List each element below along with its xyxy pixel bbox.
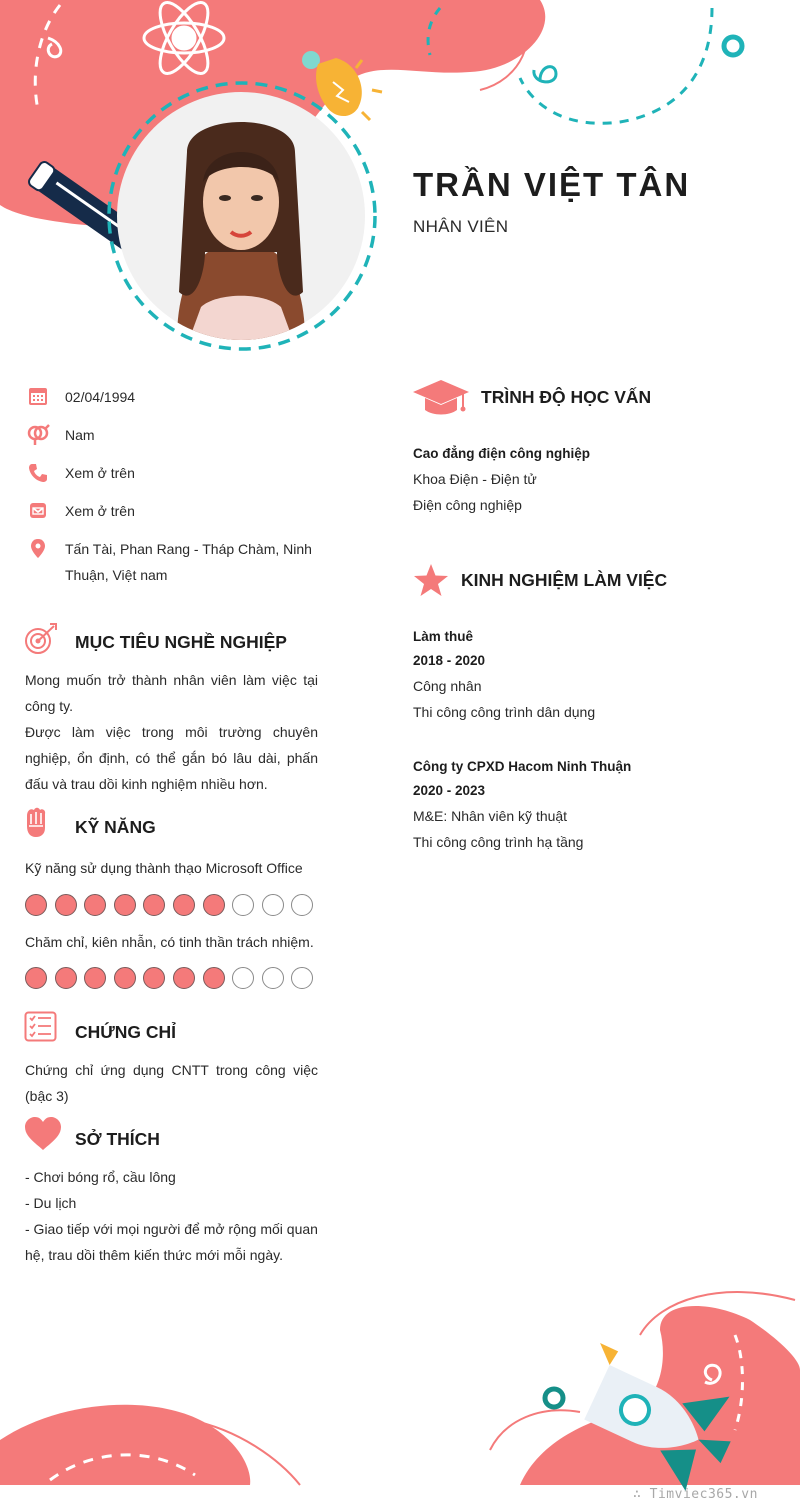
rating-dot-filled [114, 894, 136, 916]
contact-gender [26, 422, 326, 448]
hobby-item: - Du lịch [25, 1195, 77, 1211]
job-position: Công nhân [413, 678, 482, 694]
job-description: Thi công công trình dân dụng [413, 704, 596, 720]
objective-line: Được làm việc trong môi trường chuyên nghiệp, ổn định, có thể gắn bó lâu dài, phấn đấu và trau dồi kinh nghiệm nhiều hơn. [25, 724, 318, 792]
job-period: 2020 - 2023 [413, 783, 486, 798]
rating-dot-empty [262, 894, 284, 916]
rating-dot-filled [114, 967, 136, 989]
birthdate-text: 02/04/1994 [65, 389, 136, 405]
rating-dot-filled [25, 967, 47, 989]
experience-heading: KINH NGHIỆM LÀM VIỆC [461, 570, 668, 590]
contact-email [26, 498, 326, 524]
job-company: Làm thuê [413, 629, 474, 644]
education-heading: TRÌNH ĐỘ HỌC VẤN [481, 387, 652, 407]
location-pin-icon [26, 538, 50, 560]
objective-line: Mong muốn trở thành nhân viên làm việc tại công ty. [25, 672, 318, 714]
certificate-text: Chứng chỉ ứng dụng CNTT trong công việc (bậc 3) [25, 1062, 318, 1104]
education-school: Cao đẳng điện công nghiệp [413, 446, 590, 461]
objective-heading: MỤC TIÊU NGHỀ NGHIỆP [75, 632, 287, 652]
gender-icon [26, 424, 50, 446]
calendar-icon [26, 386, 50, 408]
education-major: Điện công nghiệp [413, 497, 522, 513]
fist-icon [24, 806, 48, 840]
education-faculty: Khoa Điện - Điện tử [413, 471, 537, 487]
skill-rating [25, 967, 313, 989]
job-description: Thi công công trình hạ tầng [413, 834, 584, 850]
profile-photo [117, 92, 365, 340]
hobbies-text [25, 1164, 318, 1268]
address-text: Tấn Tài, Phan Rang - Tháp Chàm, Ninh Thuận, Việt nam [65, 541, 312, 583]
rating-dot-empty [232, 894, 254, 916]
rating-dot-filled [84, 894, 106, 916]
contact-birthdate [26, 384, 326, 410]
phone-text: Xem ở trên [65, 465, 135, 481]
job-title: NHÂN VIÊN [413, 217, 509, 236]
hobby-item: - Giao tiếp với mọi người để mở rộng mối quan hệ, trau dồi thêm kiến thức mới mỗi ngày. [25, 1221, 318, 1263]
star-icon [413, 563, 449, 597]
graduation-cap-icon [413, 378, 469, 416]
hobby-item: - Chơi bóng rổ, cầu lông [25, 1169, 176, 1185]
skill-label: Kỹ năng sử dụng thành thạo Microsoft Office [25, 860, 303, 876]
rating-dot-filled [143, 894, 165, 916]
contact-address [26, 536, 326, 588]
email-icon [26, 500, 50, 522]
rating-dot-filled [173, 967, 195, 989]
contact-phone [26, 460, 326, 486]
rating-dot-filled [173, 894, 195, 916]
heart-icon [24, 1117, 62, 1151]
rating-dot-filled [55, 894, 77, 916]
rating-dot-empty [232, 967, 254, 989]
candidate-name: TRẦN VIỆT TÂN [413, 166, 691, 203]
rating-dot-filled [203, 894, 225, 916]
objective-text [25, 667, 318, 797]
target-icon [24, 622, 58, 656]
watermark: ∴ Timviec365.vn [633, 1487, 758, 1502]
job-position: M&E: Nhân viên kỹ thuật [413, 808, 568, 824]
rating-dot-empty [291, 967, 313, 989]
rating-dot-filled [143, 967, 165, 989]
rating-dot-filled [84, 967, 106, 989]
gender-text: Nam [65, 427, 95, 443]
email-text: Xem ở trên [65, 503, 135, 519]
checklist-icon [24, 1011, 58, 1043]
job-period: 2018 - 2020 [413, 653, 486, 668]
job-company: Công ty CPXD Hacom Ninh Thuận [413, 759, 632, 774]
rating-dot-filled [203, 967, 225, 989]
rating-dot-empty [291, 894, 313, 916]
skill-label: Chăm chỉ, kiên nhẫn, có tinh thần trách nhiệm. [25, 934, 314, 950]
certificates-heading: CHỨNG CHỈ [75, 1022, 177, 1042]
rating-dot-filled [25, 894, 47, 916]
skill-rating [25, 894, 313, 916]
rating-dot-filled [55, 967, 77, 989]
skills-heading: KỸ NĂNG [75, 817, 156, 837]
rating-dot-empty [262, 967, 284, 989]
hobbies-heading: SỞ THÍCH [75, 1129, 160, 1149]
phone-icon [26, 462, 50, 484]
